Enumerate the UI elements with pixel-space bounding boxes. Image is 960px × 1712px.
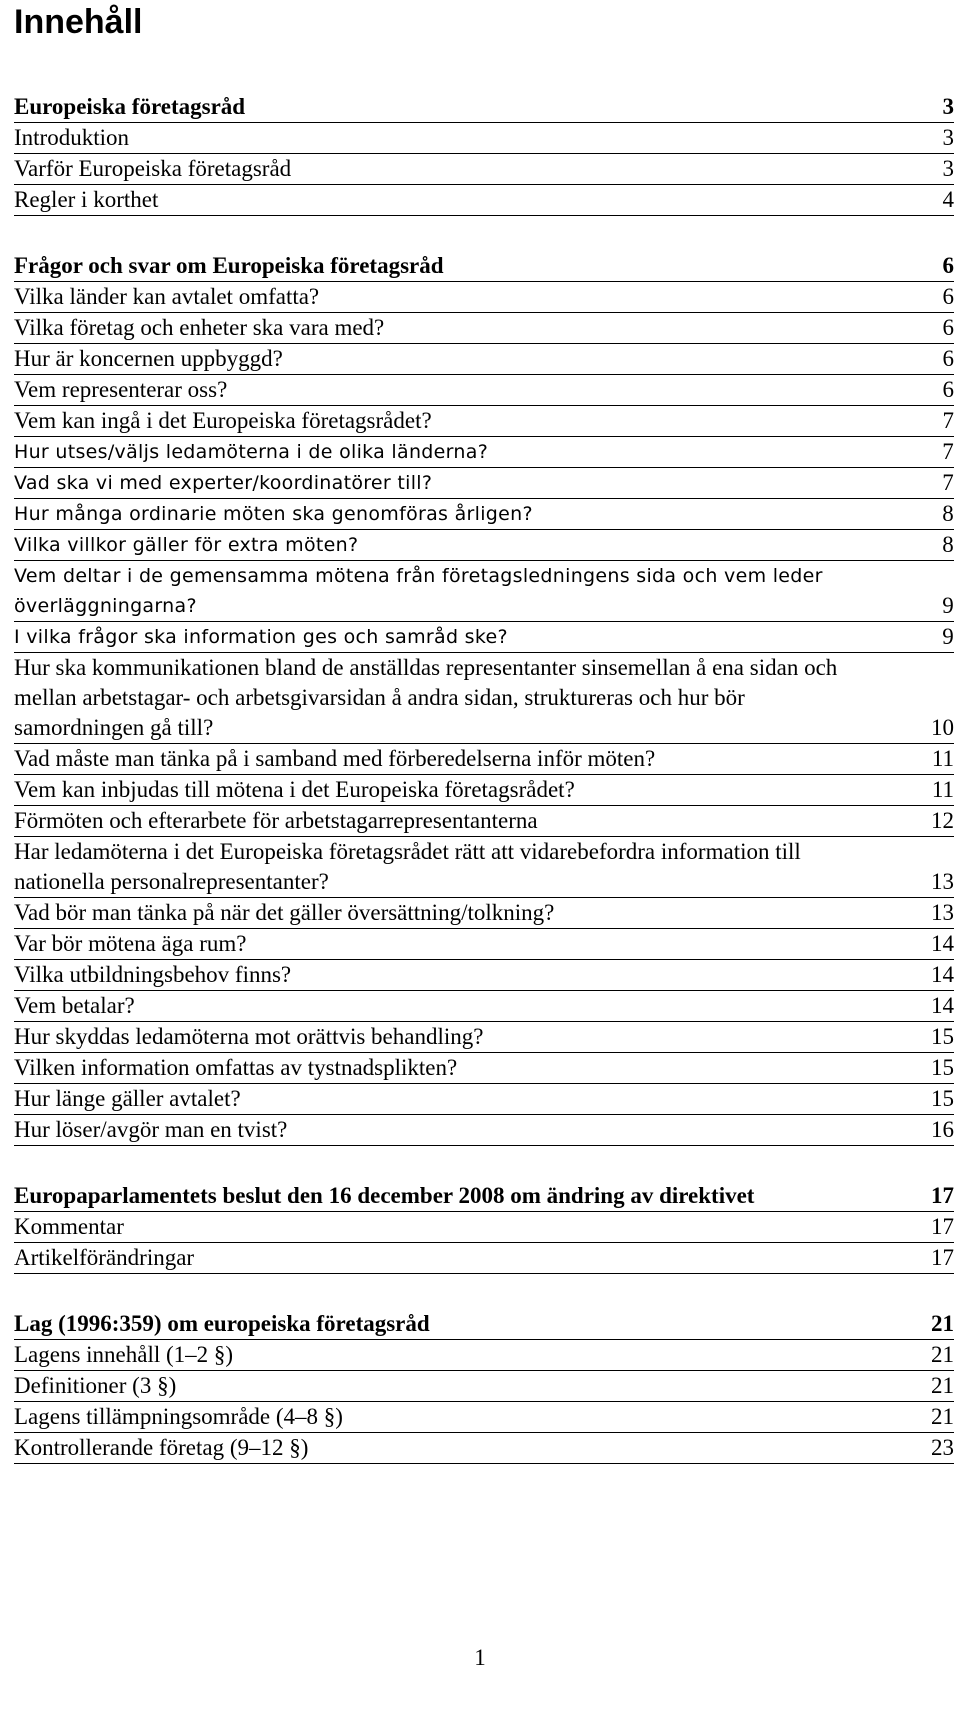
toc-entry-title: Vad bör man tänka på när det gäller översättning/tolkning? bbox=[14, 900, 555, 925]
toc-entry-title: Förmöten och efterarbete för arbetstagarrepresentanterna bbox=[14, 808, 538, 833]
toc-entry-page: 11 bbox=[931, 746, 954, 771]
toc-entry-title: Frågor och svar om Europeiska företagsråd bbox=[14, 253, 444, 278]
toc-entry-title: Europeiska företagsråd bbox=[14, 94, 246, 119]
toc-entry[interactable] bbox=[14, 622, 954, 653]
toc-entry-page: 7 bbox=[942, 408, 954, 433]
toc-entry[interactable] bbox=[14, 1115, 954, 1146]
toc-entry-title: Vad måste man tänka på i samband med förberedelserna inför möten? bbox=[14, 746, 656, 771]
toc-entry-page: 17 bbox=[931, 1183, 954, 1208]
toc-entry-title: Vem representerar oss? bbox=[14, 377, 228, 402]
toc-heading[interactable] bbox=[14, 1309, 954, 1340]
toc-section bbox=[14, 1181, 954, 1274]
toc-entry[interactable] bbox=[14, 282, 954, 313]
toc-entry-page: 13 bbox=[931, 900, 954, 925]
toc-entry-title: Kommentar bbox=[14, 1214, 124, 1239]
toc-entry-page: 7 bbox=[942, 470, 954, 495]
toc-entry-title: Vem betalar? bbox=[14, 993, 135, 1018]
toc-entry-title: Kontrollerande företag (9–12 §) bbox=[14, 1435, 309, 1460]
toc-entry-page: 13 bbox=[931, 869, 954, 894]
toc-entry[interactable] bbox=[14, 1340, 954, 1371]
toc-entry[interactable] bbox=[14, 468, 954, 499]
toc-entry[interactable] bbox=[14, 561, 954, 622]
toc-entry[interactable] bbox=[14, 530, 954, 561]
toc-entry-title: Varför Europeiska företagsråd bbox=[14, 156, 292, 181]
toc-entry-page: 10 bbox=[931, 715, 954, 740]
toc-entry[interactable] bbox=[14, 1402, 954, 1433]
toc-entry[interactable] bbox=[14, 154, 954, 185]
toc-entry-page: 6 bbox=[942, 315, 954, 340]
toc-entry-page: 21 bbox=[931, 1404, 954, 1429]
toc-entry-page: 4 bbox=[942, 187, 954, 212]
toc-entry-title: Vem kan inbjudas till mötena i det Europeiska företagsrådet? bbox=[14, 777, 575, 802]
toc-entry-page: 23 bbox=[931, 1435, 954, 1460]
toc-entry-title: I vilka frågor ska information ges och samråd ske? bbox=[14, 626, 508, 648]
table-of-contents bbox=[14, 92, 954, 1464]
toc-entry-page: 15 bbox=[931, 1086, 954, 1111]
toc-entry-page: 15 bbox=[931, 1024, 954, 1049]
toc-entry[interactable] bbox=[14, 375, 954, 406]
toc-entry[interactable] bbox=[14, 499, 954, 530]
toc-entry-title: Lag (1996:359) om europeiska företagsråd bbox=[14, 1311, 430, 1336]
toc-entry-title: Vilka företag och enheter ska vara med? bbox=[14, 315, 385, 340]
toc-entry[interactable] bbox=[14, 437, 954, 468]
toc-heading[interactable] bbox=[14, 251, 954, 282]
toc-entry-page: 6 bbox=[942, 284, 954, 309]
toc-entry[interactable] bbox=[14, 1053, 954, 1084]
toc-entry-page: 14 bbox=[931, 931, 954, 956]
toc-entry[interactable] bbox=[14, 1433, 954, 1464]
toc-entry-page: 9 bbox=[942, 593, 954, 618]
toc-entry-page: 7 bbox=[942, 439, 954, 464]
toc-entry[interactable] bbox=[14, 991, 954, 1022]
toc-entry-page: 12 bbox=[931, 808, 954, 833]
toc-entry[interactable] bbox=[14, 123, 954, 154]
toc-entry-page: 14 bbox=[931, 993, 954, 1018]
toc-entry-title: Introduktion bbox=[14, 125, 129, 150]
toc-entry[interactable] bbox=[14, 1212, 954, 1243]
toc-entry-page: 3 bbox=[942, 125, 954, 150]
toc-entry-page: 6 bbox=[942, 346, 954, 371]
toc-entry-title: Hur löser/avgör man en tvist? bbox=[14, 1117, 288, 1142]
toc-entry-title: Europaparlamentets beslut den 16 december 2008 om ändring av direktivet bbox=[14, 1183, 755, 1208]
toc-entry-title: Lagens tillämpningsområde (4–8 §) bbox=[14, 1404, 343, 1429]
toc-entry[interactable] bbox=[14, 806, 954, 837]
toc-entry-title: Vilka villkor gäller för extra möten? bbox=[14, 534, 359, 556]
toc-entry-page: 9 bbox=[942, 624, 954, 649]
toc-entry[interactable] bbox=[14, 344, 954, 375]
toc-entry-page: 8 bbox=[942, 532, 954, 557]
toc-entry-page: 3 bbox=[942, 156, 954, 181]
toc-entry-page: 21 bbox=[931, 1311, 954, 1336]
toc-entry-title: Definitioner (3 §) bbox=[14, 1373, 177, 1398]
toc-entry-title: Regler i korthet bbox=[14, 187, 159, 212]
toc-entry[interactable] bbox=[14, 960, 954, 991]
toc-entry-title: Vilka länder kan avtalet omfatta? bbox=[14, 284, 320, 309]
toc-entry-page: 16 bbox=[931, 1117, 954, 1142]
toc-entry[interactable] bbox=[14, 898, 954, 929]
page-title: Innehåll bbox=[14, 3, 143, 41]
toc-entry-page: 21 bbox=[931, 1373, 954, 1398]
toc-entry[interactable] bbox=[14, 1371, 954, 1402]
toc-entry[interactable] bbox=[14, 1022, 954, 1053]
toc-entry-title: Hur länge gäller avtalet? bbox=[14, 1086, 241, 1111]
toc-entry-page: 6 bbox=[942, 377, 954, 402]
toc-entry-title: Lagens innehåll (1–2 §) bbox=[14, 1342, 234, 1367]
toc-entry-page: 21 bbox=[931, 1342, 954, 1367]
toc-section bbox=[14, 92, 954, 216]
toc-entry[interactable] bbox=[14, 775, 954, 806]
toc-entry-title: Har ledamöterna i det Europeiska företagsrådet rätt att vidarebefordra information till nationella personalrepresentanter? bbox=[14, 839, 801, 894]
toc-heading[interactable] bbox=[14, 1181, 954, 1212]
toc-entry-title: Hur utses/väljs ledamöterna i de olika länderna? bbox=[14, 441, 489, 463]
toc-section bbox=[14, 251, 954, 1146]
toc-entry[interactable] bbox=[14, 929, 954, 960]
toc-entry[interactable] bbox=[14, 653, 954, 744]
toc-entry-title: Artikelförändringar bbox=[14, 1245, 195, 1270]
page-number: 1 bbox=[474, 1645, 486, 1670]
toc-entry-title: Hur är koncernen uppbyggd? bbox=[14, 346, 283, 371]
toc-entry-title: Hur många ordinarie möten ska genomföras årligen? bbox=[14, 503, 533, 525]
toc-entry[interactable] bbox=[14, 406, 954, 437]
toc-entry-title: Vilken information omfattas av tystnadsplikten? bbox=[14, 1055, 458, 1080]
toc-entry-title: Hur skyddas ledamöterna mot orättvis behandling? bbox=[14, 1024, 484, 1049]
toc-entry[interactable] bbox=[14, 744, 954, 775]
toc-entry-page: 3 bbox=[942, 94, 954, 119]
toc-entry[interactable] bbox=[14, 185, 954, 216]
toc-entry-page: 6 bbox=[942, 253, 954, 278]
toc-entry-page: 15 bbox=[931, 1055, 954, 1080]
toc-entry-title: Vem kan ingå i det Europeiska företagsrådet? bbox=[14, 408, 432, 433]
toc-section bbox=[14, 1309, 954, 1464]
toc-heading[interactable] bbox=[14, 92, 954, 123]
toc-entry-title: Var bör mötena äga rum? bbox=[14, 931, 247, 956]
toc-entry-page: 17 bbox=[931, 1214, 954, 1239]
toc-entry-title: Vem deltar i de gemensamma mötena från företagsledningens sida och vem leder överläggningarna? bbox=[14, 565, 823, 617]
toc-entry-page: 17 bbox=[931, 1245, 954, 1270]
toc-entry-title: Vilka utbildningsbehov finns? bbox=[14, 962, 292, 987]
toc-entry-page: 11 bbox=[931, 777, 954, 802]
toc-entry[interactable] bbox=[14, 1243, 954, 1274]
toc-entry-title: Hur ska kommunikationen bland de anställdas representanter sinsemellan å ena sidan och mellan arbetstagar- och arbetsgivarsidan å andra sidan, struktureras och hur bör samordningen gå till? bbox=[14, 655, 838, 740]
toc-entry-page: 8 bbox=[942, 501, 954, 526]
toc-entry-page: 14 bbox=[931, 962, 954, 987]
toc-entry[interactable] bbox=[14, 837, 954, 898]
toc-entry-title: Vad ska vi med experter/koordinatörer till? bbox=[14, 472, 433, 494]
toc-entry[interactable] bbox=[14, 313, 954, 344]
toc-entry[interactable] bbox=[14, 1084, 954, 1115]
